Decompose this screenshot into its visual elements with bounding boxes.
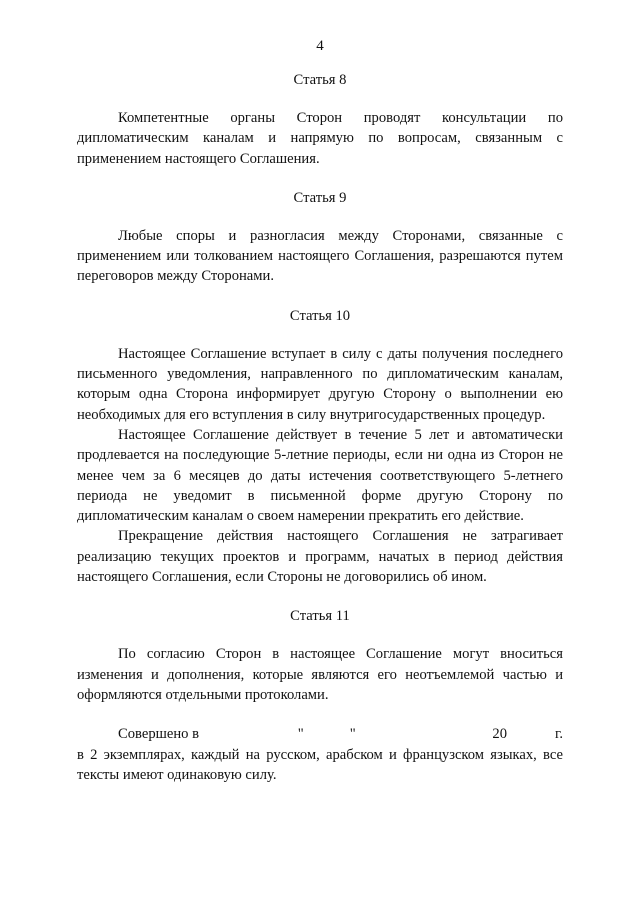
page-number: 4: [316, 38, 324, 54]
article-heading: Статья 8: [293, 72, 347, 88]
article-heading: Статья 9: [293, 189, 347, 206]
article-9: [77, 188, 563, 287]
article-heading: Статья 10: [289, 307, 351, 324]
article-paragraph: Любые споры и разногласия между Сторонами, связанные с применением или толкованием настоящего Соглашения, разрешаются путем переговоров между Сторонами.: [77, 227, 563, 285]
date-quote-open: ": [297, 726, 304, 743]
article-paragraph: Компетентные органы Сторон проводят консультации по дипломатическим каналам и напрямую по вопросам, связанным с применением настоящего Соглашения.: [77, 110, 563, 167]
document-body: [77, 70, 563, 785]
signing-place-date-line: [77, 724, 563, 744]
copies-statement: в 2 экземплярах, каждый на русском, арабском и французском языках, все тексты имеют одинаковую силу.: [77, 746, 563, 783]
article-paragraph: По согласию Сторон в настоящее Соглашение могут вноситься изменения и дополнения, которые являются его неотъемлемой частью и оформляются отдельными протоколами.: [77, 646, 563, 703]
year-prefix: 20: [492, 726, 507, 743]
article-8: [77, 70, 563, 169]
article-heading: Статья 11: [290, 608, 350, 625]
article-paragraph: Прекращение действия настоящего Соглашения не затрагивает реализацию текущих проектов и программ, начатых в период действия настоящего Соглашения, если Стороны не договорились об ином.: [77, 528, 563, 586]
article-paragraph: Настоящее Соглашение вступает в силу с даты получения последнего письменного уведомления, направленного по дипломатическим каналам, которым одна Сторона информирует другую Сторону о выполнении ею необходимых для его вступления в силу внутригосударственных процедур.: [77, 345, 563, 423]
done-at-label: Совершено в: [118, 726, 199, 743]
year-suffix: г.: [554, 726, 563, 743]
closing-section: [77, 724, 563, 785]
date-quote-close: ": [349, 726, 356, 743]
article-10: [77, 306, 563, 588]
article-11: [77, 606, 563, 705]
article-paragraph: Настоящее Соглашение действует в течение 5 лет и автоматически продлевается на последующие 5-летние периоды, если ни одна из Сторон не менее чем за 6 месяцев до даты истечения соответствующего 5-летнего периода не уведомит в письменной форме другую Сторону по дипломатическим каналам о своем намерении прекратить его действие.: [77, 426, 563, 525]
